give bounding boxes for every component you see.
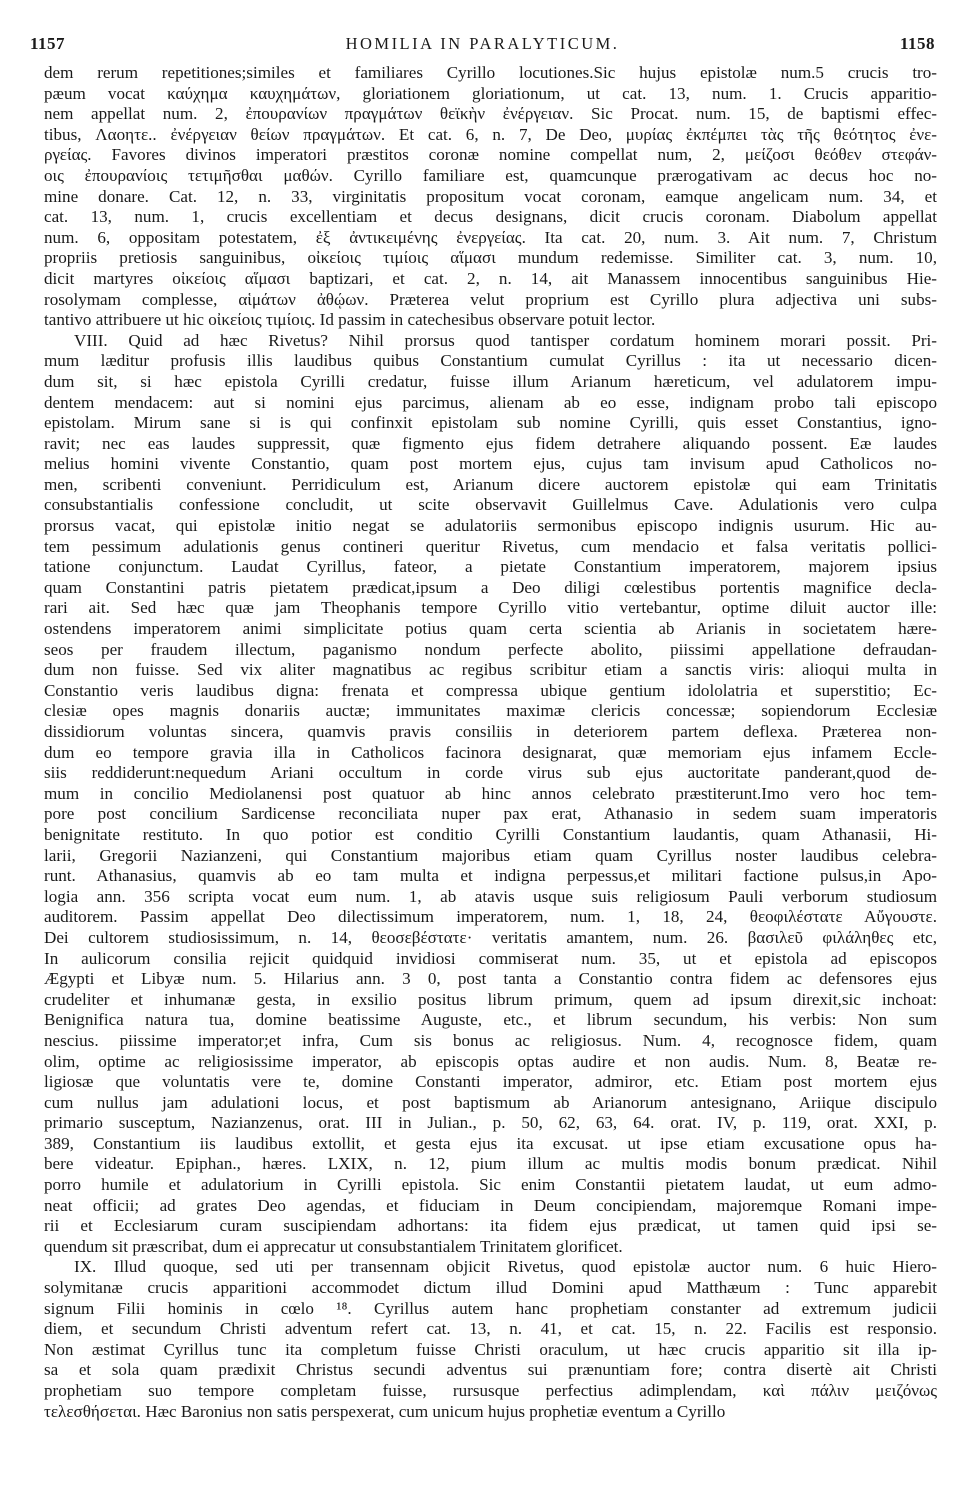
text-line: In aulicorum consilia rejicit quidquid invidiosi commiserat num. 35, ut et epistola ad episcopos: [44, 948, 937, 968]
text-line: IX. Illud quoque, sed uti per transennam objicit Rivetus, quod epistolæ auctor num. 6 huic Hiero-: [74, 1257, 937, 1277]
text-line: quam Constantini patris pietatem prædicat,ipsum a Deo diligi cœlestibus portentis magnifice decla-: [44, 577, 937, 597]
text-line: τελεσθήσεται. Hæc Baronius non satis perspexerat, cum unicum hujus prophetiæ eventum a Cyrillo: [44, 1401, 726, 1421]
text-line: nem appellat num. 2, ἐπουρανίων πραγμάτων θεϊκὴν ἐνέργειαν. Sic Procat. num. 15, de baptismi effec-: [44, 104, 937, 124]
text-line: neat officii; ad grates Deo agendas, et fiduciam in Deum concipiendam, majoremque Romani impe-: [44, 1195, 937, 1215]
text-line: rari ait. Sed hæc quæ jam Theophanis tempore Cyrillo vitio vertebantur, optime diluit auctor ille:: [44, 598, 937, 618]
right-page-number: 1158: [899, 34, 935, 53]
text-line: solymitanæ crucis apparitioni accommodet dictum illud Domini apud Matthæum : Tunc apparebit: [44, 1278, 937, 1298]
text-line: olim, optime ac religiosissime imperator, ab episcopis optas audire et non audis. Num. 8, Beatæ re-: [44, 1051, 937, 1071]
text-line: dem rerum repetitiones;similes et familiares Cyrillo locutiones.Sic hujus epistolæ num.5 crucis tro-: [44, 63, 937, 82]
text-line: logia ann. 356 scripta vocat eum num. 1, ab atavis usque suis religiosum Pauli verborum studiosum: [44, 886, 937, 906]
running-title: HOMILIA IN PARALYTICUM.: [345, 34, 620, 53]
text-line: dissidiorum voluntas sincera, quamvis pravis consiliis in deteriorem partem deflexa. Præterea non-: [44, 722, 937, 741]
text-line: ravit; nec eas laudes suppressit, quæ figmento ejus fidem detrahere aliquando possent. Eæ laudes: [44, 433, 937, 453]
text-line: primario susceptum, Nazianzenus, orat. III in Julian., p. 50, 62, 63, 64. orat. IV, p. 119, orat. XXI, p.: [44, 1113, 937, 1133]
text-line: cat. 13, num. 1, crucis excellentiam et decus designans, dicit crucis coronam. Diabolum appellat: [44, 207, 937, 227]
text-line: cum nullus jam adulationi locus, et post baptismum ab Arianorum antesignano, Ariique discipulo: [44, 1092, 937, 1112]
text-line: runt. Athanasius, quamvis ab eo tam multa et indigna perpessus,et militari factione pulsus,in Apo-: [44, 866, 937, 886]
text-line: men, scribenti conveniunt. Perridiculum est, Arianum dicere auctorem epistolæ qui eam Trinitatis: [44, 474, 937, 494]
text-line: pore post concilium Sardicense reconciliata nuper pax erat, Athanasio in sedem suam imperatoris: [44, 804, 937, 824]
text-line: auditorem. Passim appellat Deo dilectissimum imperatorem, num. 1, 18, 24, θεοφιλέστατε Αὔγουστε.: [44, 907, 937, 927]
text-line: signum Filii hominis in cœlo ¹⁸. Cyrillus autem hanc prophetiam constanter ad extremum judicii: [44, 1298, 937, 1318]
text-line: siis reddiderunt:nequedum Ariani occultum in corde virus sub ejus auctoritate panderant,quod de-: [44, 763, 937, 783]
text-line: Non æstimat Cyrillus tunc ita completum fuisse Christi oraculum, ut hæc crucis apparitio sit illa ip-: [44, 1339, 937, 1359]
text-line: clesiæ opes magnis donariis auctæ; immunitates maximæ clericis concessæ; sopiendorum Ecclesiæ: [44, 701, 937, 721]
text-line: seos per fraudem illectum, paganismo nondum perfecte abolito, piissimi appellatione defraudan-: [44, 639, 937, 659]
body-text: [44, 63, 937, 1422]
text-line: mum in concilio Mediolanensi post quatuor ab hinc annos celebrato præstiterunt.Imo vero hoc tem-: [44, 783, 937, 803]
running-head: [30, 34, 935, 60]
text-line: consubstantialis confessione concludit, ut scite observavit Guillelmus Cave. Adulationis vero culpa: [44, 495, 937, 515]
text-line: tem pessimum adulationis genus contineri queritur Rivetus, cum mendacio et falsa veritatis pollici-: [44, 536, 937, 556]
text-line: diem, et secundum Christi adventum refert cat. 13, n. 41, et cat. 15, n. 22. Facilis est responsio.: [44, 1319, 937, 1339]
text-line: crudeliter et inhumanæ gesta, in exsilio positus librum primum, quem ad ipsum direxit,sic inchoat:: [44, 989, 937, 1009]
paragraph: [44, 331, 937, 1258]
text-line: Dei cultorem studiosissimum, n. 14, θεοσεβέστατε· veritatis amantem, num. 26. βασιλεῦ φιλάληθες etc,: [44, 927, 937, 947]
text-line: tibus, Λαοητε.. ἐνέργειαν θείων πραγμάτων. Et cat. 6, n. 7, De Deo, μυρίας ἐκπέμπει τὰς τῆς θεότητος ἐνε-: [44, 124, 937, 144]
text-line: Benignifica natura tua, domine beatissime Auguste, etc., et librum secundum, his verbis: Non sum: [44, 1010, 937, 1030]
text-line: VIII. Quid ad hæc Rivetus? Nihil prorsus quod tantisper cordatum hominem morari possit. Pri-: [74, 330, 937, 350]
text-line: Ægypti et Libyæ num. 5. Hilarius ann. 3 0, post tanta a Constantio contra fidem ac defensores ejus: [44, 969, 937, 989]
text-line: propriis pretiosis sanguinibus, οἰκείοις τιμίοις αἵμασι mundum redemisse. Similiter cat. 3, num. 10,: [44, 248, 937, 268]
paragraph: [44, 63, 937, 331]
text-line: sa et sola quam prædixit Christus secundi adventus sui prænuntiam fore; contra disertè ait Christi: [44, 1360, 937, 1380]
text-line: Constantio veris laudibus digna: frenata et compressa ubique gentium idololatria et superstitio; Ec-: [44, 680, 937, 700]
text-line: tantivo attribuere ut hic οἰκείοις τιμίοις. Id passim in catechesibus observare potuit lector.: [44, 310, 656, 330]
text-line: bere videatur. Epiphan., hæres. LXIX, n. 12, pium illum ac multis modis bonum prædicat. Nihil: [44, 1154, 937, 1174]
text-line: 389, Constantium iis laudibus extollit, et gesta ejus ita excusat. ut ipse etiam excusatione opus ha-: [44, 1133, 937, 1153]
text-line: nescius. piissime imperator;et infra, Cum sis bonus ac religiosus. Num. 4, recognosce fidem, quam: [44, 1030, 937, 1050]
text-line: οις ἐπουρανίοις τετιμῆσθαι μαθών. Cyrillo familiare est, quamcunque prærogativam ac decus hoc no-: [44, 165, 937, 185]
text-line: mine donare. Cat. 12, n. 33, virginitatis propositum vocat coronam, eamque angelicam num. 34, et: [44, 186, 937, 206]
text-line: rii et Ecclesiarum curam suscipiendam adhortans: ita fidem ejus prædicat, ut tamen quid ipsi se-: [44, 1216, 937, 1236]
text-line: dicit martyres οἰκείοις αἵμασι baptizari, et cat. 2, n. 14, ait Manassem innocentibus sanguinibus Hie-: [44, 268, 937, 288]
text-line: epistolam. Mirum sane si is qui confinxit epistolam sub nomine Cyrilli, quis esset Constantius, igno-: [44, 413, 937, 433]
text-line: quendum sit præscribat, dum ei apprecatur ut consubstantialem Trinitatem glorificet.: [44, 1236, 623, 1256]
text-line: ligiosæ que voluntatis vere te, domine Constanti imperator, admiror, etc. Etiam post mortem ejus: [44, 1072, 937, 1092]
text-line: mum læditur profusis illis laudibus quibus Constantium cumulat Cyrillus : ita ut necessario dicen-: [44, 351, 937, 371]
text-line: num. 6, oppositam potestatem, ἐξ ἀντικειμένης ἐνεργείας. Ita cat. 20, num. 3. Ait num. 7, Christum: [44, 227, 937, 247]
text-line: dentem mendacem: aut si nomini ejus parcimus, alienam ab eo esse, indignam probo tali episcopo: [44, 392, 937, 412]
text-line: melius homini vivente Constantio, quam post mortem ejus, cujus tam invisum apud Catholicos no-: [44, 454, 937, 474]
left-page-number: 1157: [30, 34, 66, 53]
paragraph: [44, 1257, 937, 1422]
text-line: porro humile et adulatorium in Cyrilli epistola. Sic enim Constantii pietatem laudat, ut eum admo-: [44, 1175, 937, 1195]
text-line: ostendens imperatorem animi simplicitate potius quam certa scientia ab Arianis in societatem hære-: [44, 619, 937, 639]
text-line: dum non fuisse. Sed vix aliter magnatibus ac regibus scribitur etiam a sanctis viris: alioqui multa in: [44, 660, 937, 680]
text-line: dum eo tempore gravia illa in Catholicos facinora designarat, quæ memoriam ejus infamem Eccle-: [44, 742, 937, 762]
text-line: rosolymam complesse, αἱμάτων ἀθῴων. Præterea velut proprium est Cyrillo plura adjectiva uni subs-: [44, 289, 937, 309]
text-line: benignitate restituto. In quo potior est conditio Cyrilli Constantium laudantis, quam Athanasii, Hi-: [44, 824, 937, 844]
text-line: tatione conjunctum. Laudat Cyrillus, fateor, a pietate Constantium imperatorem, majorem ipsius: [44, 557, 937, 577]
text-line: larii, Gregorii Nazianzeni, qui Constantium majoribus etiam quam Cyrillus noster laudibus celebra-: [44, 845, 937, 865]
text-line: ργείας. Favores divinos imperatori præstitos coronæ nomine compellat num, 2, μείζοσι θεόθεν στεφάν-: [44, 145, 937, 165]
text-line: prophetiam suo tempore completam fuisse, rursusque perfectius adimplendam, καὶ πάλιν μειζόνως: [44, 1381, 937, 1400]
text-line: pæum vocat καύχημα καυχημάτων, gloriationem gloriationum, ut cat. 13, num. 1. Crucis apparitio-: [44, 83, 937, 103]
text-line: dum sit, si hæc epistola Cyrilli credatur, fuisse illum Arianum hæreticum, vel adulatorem impu-: [44, 371, 937, 391]
text-line: prorsus vacat, qui epistolæ initio negat se adulatoriis sermonibus episcopo indignis usurum. Hic au-: [44, 516, 937, 536]
